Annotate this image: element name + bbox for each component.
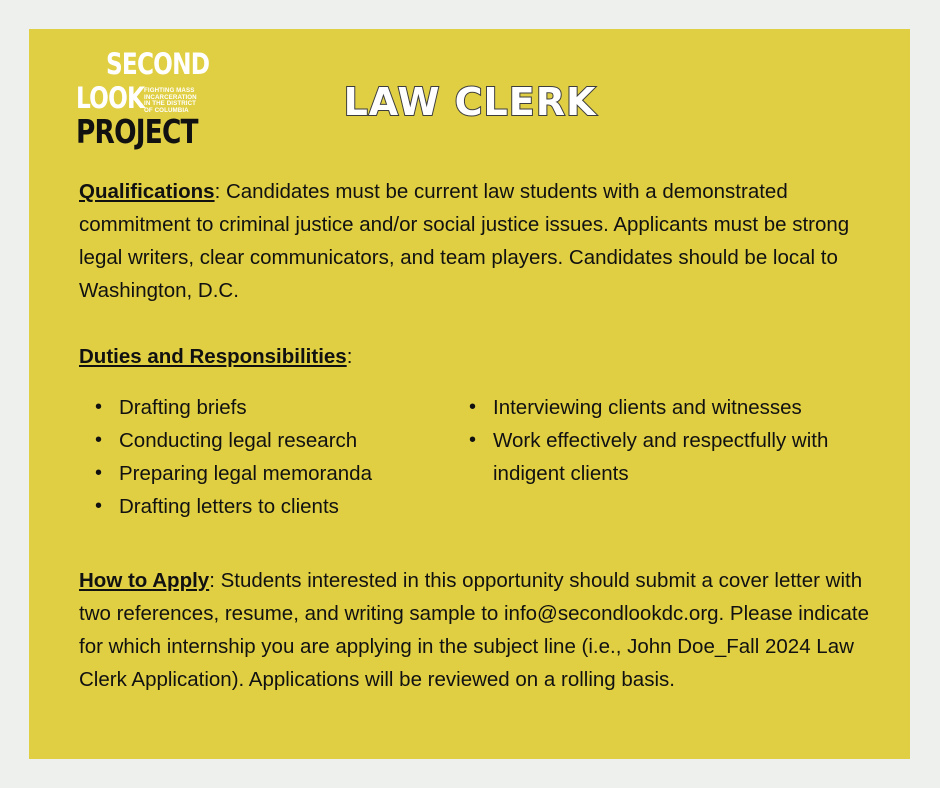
logo-tagline: FIGHTING MASS INCARCERATION IN THE DISTRICT OF COLUMBIA xyxy=(144,87,197,114)
qualifications-heading: Qualifications xyxy=(79,180,215,203)
list-item: • Work effectively and respectfully with indigent clients xyxy=(469,429,829,485)
logo-line-project: PROJECT xyxy=(76,112,198,151)
duties-list-left xyxy=(91,391,451,523)
duties-heading-line: Duties and Responsibilities: xyxy=(79,345,353,368)
page-title: LAW CLERK xyxy=(343,80,597,124)
flyer-card xyxy=(29,29,910,759)
how-to-apply-heading: How to Apply xyxy=(79,569,210,592)
list-item: • Interviewing clients and witnesses xyxy=(469,396,802,419)
logo-line-second: SECOND xyxy=(106,47,210,81)
list-item: • Drafting letters to clients xyxy=(95,495,339,518)
how-to-apply-text: : Students interested in this opportunity should submit a cover letter with two references, resume, and writing sample to info@secondlookdc.org. Please indicate for which internship you are applying in the subject line (i.e., John Doe_Fall 2024 Law Clerk Application). Applications will be reviewed on a rolling basis. xyxy=(79,569,869,691)
duties-list-right xyxy=(465,391,865,490)
qualifications-text: : Candidates must be current law students with a demonstrated commitment to criminal justice and/or social justice issues. Applicants must be strong legal writers, clear communicators, and team players. Candidates should be local to Washington, D.C. xyxy=(79,180,850,302)
how-to-apply-section xyxy=(79,564,869,696)
logo-line-look: LOOK xyxy=(76,81,145,115)
qualifications-section xyxy=(79,175,869,307)
list-item: • Conducting legal research xyxy=(95,429,358,452)
duties-heading: Duties and Responsibilities xyxy=(79,345,347,368)
list-item: • Preparing legal memoranda xyxy=(95,462,372,485)
list-item: • Drafting briefs xyxy=(95,396,247,419)
